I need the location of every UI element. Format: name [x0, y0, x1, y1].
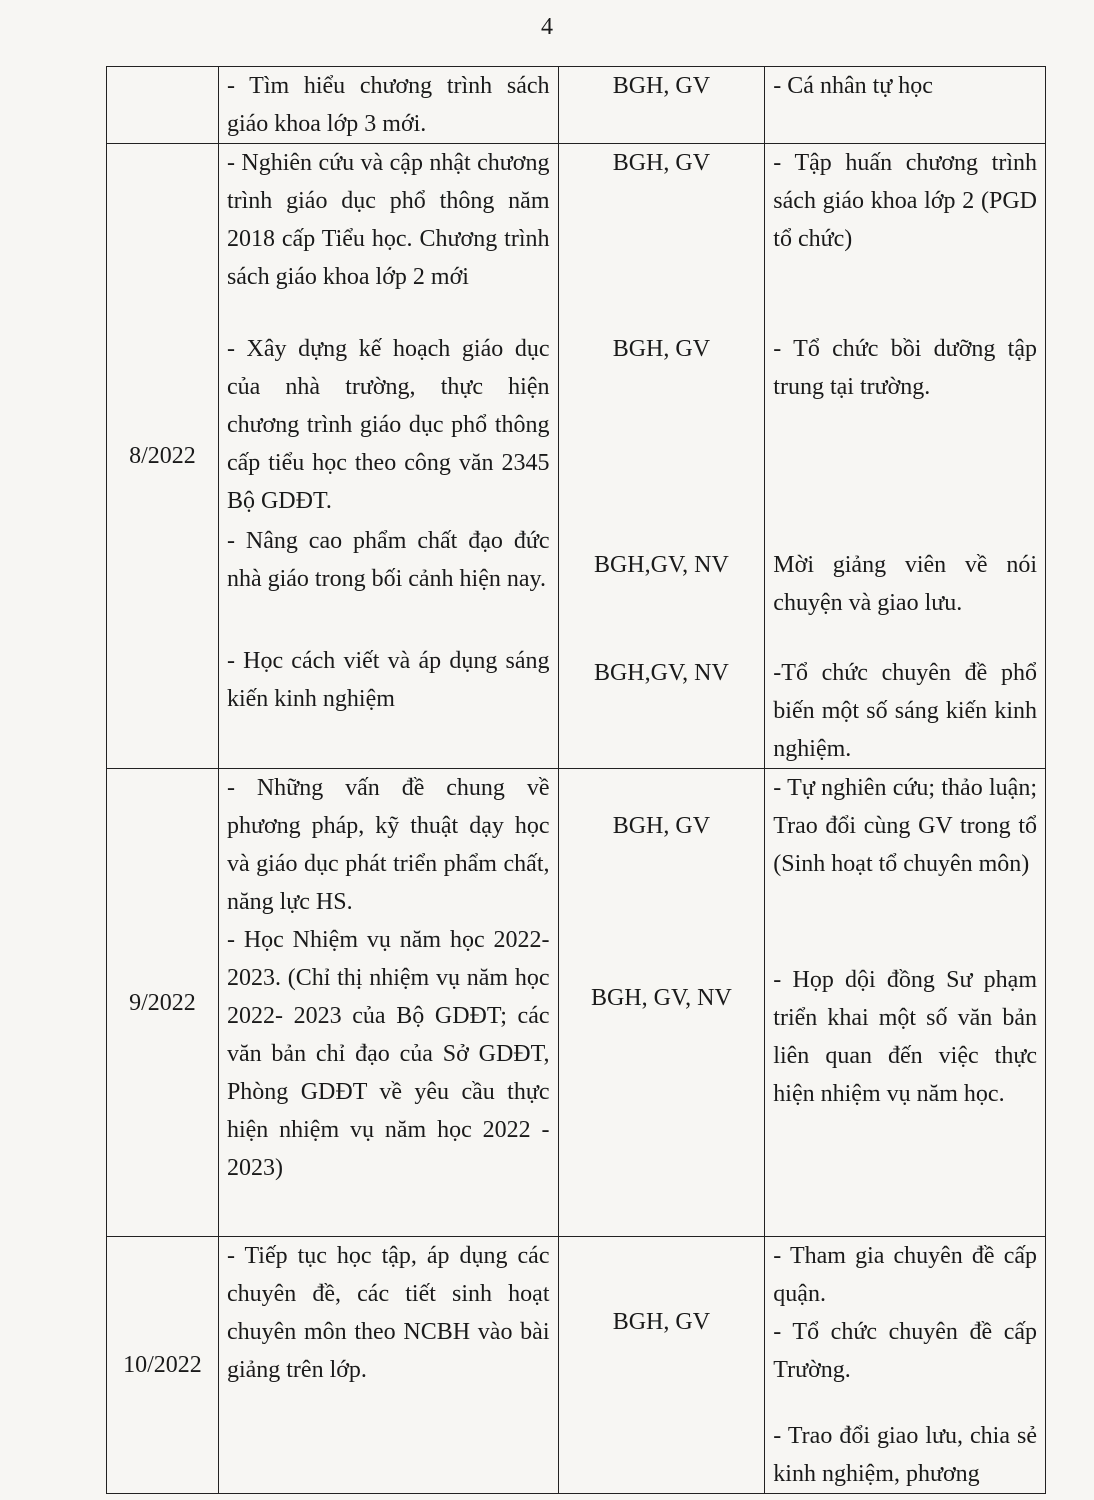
- form-text: - Tập huấn chương trình sách giáo khoa lớp 2 (PGD tổ chức): [773, 150, 1037, 252]
- content-cell: [218, 144, 558, 769]
- content-cell: [218, 1237, 558, 1494]
- person-text: BGH,GV, NV: [593, 660, 729, 686]
- content-text: - Nghiên cứu và cập nhật chương trình giáo dục phổ thông năm 2018 cấp Tiểu học. Chương trình sách giáo khoa lớp 2 mới: [226, 150, 550, 290]
- person-cell: [558, 769, 765, 1237]
- form-text: -Tổ chức chuyên đề phổ biến một số sáng kiến kinh nghiệm.: [773, 660, 1037, 762]
- table-row: [107, 769, 1046, 1237]
- person-text: BGH, GV: [612, 1309, 711, 1335]
- content-cell: [218, 67, 558, 144]
- person-text: BGH, GV: [612, 73, 711, 99]
- person-cell: [558, 144, 765, 769]
- content-text: - Tìm hiểu chương trình sách giáo khoa lớp 3 mới.: [226, 73, 550, 137]
- table-row: [107, 144, 1046, 769]
- month-cell: 10/2022: [107, 1237, 219, 1494]
- month-cell: 8/2022: [107, 144, 219, 769]
- form-text: - Tổ chức chuyên đề cấp Trường.: [773, 1319, 1037, 1383]
- form-cell: [765, 67, 1046, 144]
- form-cell: [765, 1237, 1046, 1494]
- content-text: - Những vấn đề chung về phương pháp, kỹ thuật dạy học và giáo dục phát triển phẩm chất, năng lực HS.: [226, 775, 550, 915]
- person-cell: [558, 67, 765, 144]
- form-text: - Trao đổi giao lưu, chia sẻ kinh nghiệm, phương: [773, 1423, 1037, 1487]
- content-cell: [218, 769, 558, 1237]
- person-text: BGH, GV: [612, 336, 711, 362]
- form-text: - Tổ chức bồi dưỡng tập trung tại trường.: [773, 336, 1037, 400]
- month-cell: 9/2022: [107, 769, 219, 1237]
- content-text: - Học cách viết và áp dụng sáng kiến kinh nghiệm: [226, 648, 550, 712]
- person-text: BGH,GV, NV: [593, 552, 729, 578]
- table-row: [107, 67, 1046, 144]
- form-text: Mời giảng viên về nói chuyện và giao lưu.: [773, 552, 1037, 616]
- content-text: - Tiếp tục học tập, áp dụng các chuyên đề, các tiết sinh hoạt chuyên môn theo NCBH vào bài giảng trên lớp.: [226, 1243, 550, 1383]
- table-row: [107, 1237, 1046, 1494]
- content-text: - Nâng cao phẩm chất đạo đức nhà giáo trong bối cảnh hiện nay.: [226, 528, 550, 592]
- form-text: - Tham gia chuyên đề cấp quận.: [773, 1243, 1037, 1307]
- content-text: - Xây dựng kế hoạch giáo dục của nhà trường, thực hiện chương trình giáo dục phổ thông cấp tiểu học theo công văn 2345 Bộ GDĐT.: [226, 336, 550, 514]
- form-text: - Họp dội đồng Sư phạm triển khai một số văn bản liên quan đến việc thực hiện nhiệm vụ năm học.: [773, 967, 1037, 1107]
- training-plan-table: [106, 66, 1046, 1494]
- form-cell: [765, 144, 1046, 769]
- person-text: BGH, GV, NV: [590, 985, 732, 1011]
- form-cell: [765, 769, 1046, 1237]
- form-text: - Tự nghiên cứu; thảo luận; Trao đổi cùng GV trong tổ (Sinh hoạt tổ chuyên môn): [773, 775, 1037, 877]
- month-cell: [107, 67, 219, 144]
- person-text: BGH, GV: [612, 813, 711, 839]
- page-number: 4: [541, 14, 553, 40]
- form-text: - Cá nhân tự học: [773, 73, 933, 99]
- person-cell: [558, 1237, 765, 1494]
- person-text: BGH, GV: [612, 150, 711, 176]
- content-text: - Học Nhiệm vụ năm học 2022-2023. (Chỉ thị nhiệm vụ năm học 2022- 2023 của Bộ GDĐT; các văn bản chỉ đạo của Sở GDĐT, Phòng GDĐT về yêu cầu thực hiện nhiệm vụ năm học 2022 - 2023): [226, 927, 550, 1181]
